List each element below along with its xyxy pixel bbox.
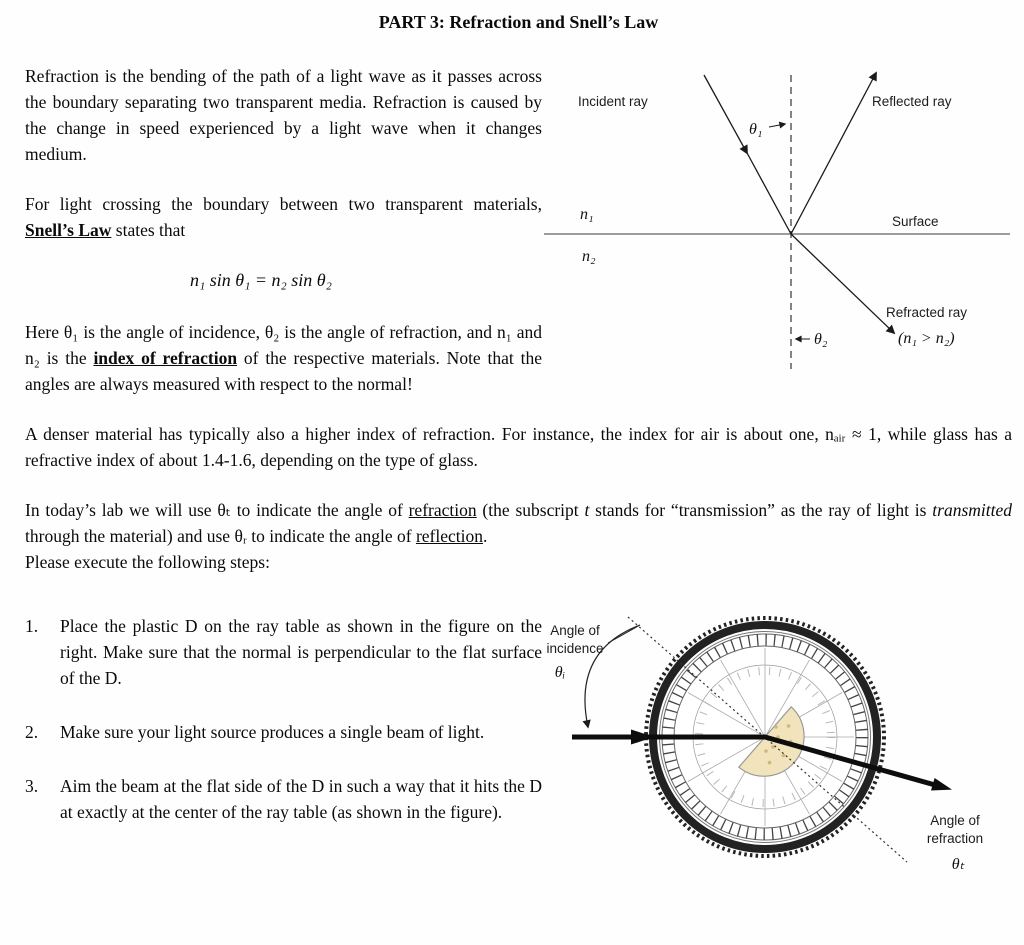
reflected-ray-line: [791, 73, 876, 234]
transmitted-term: transmitted: [932, 500, 1012, 520]
step-text: Aim the beam at the flat side of the D in such a way that it hits the D at exactly at the center of the ray table (as shown in the figure).: [60, 776, 542, 822]
beam-center-point: [763, 735, 768, 740]
step-number: 3.: [25, 776, 39, 796]
refracted-beam-arrowhead: [931, 778, 952, 791]
steps-list: [25, 599, 542, 934]
theta1-label: θ₁: [749, 121, 763, 138]
list-item: [25, 613, 542, 691]
list-item: [25, 719, 542, 745]
ray-table-diagram: [542, 599, 1012, 929]
step-text: Make sure your light source produces a single beam of light.: [60, 722, 485, 742]
text-run: (the subscript: [476, 500, 585, 520]
text-run: of the respective materials. Note that the angles are always measured with respect to the normal!: [25, 348, 542, 394]
theta-t-label: θₜ: [951, 856, 965, 873]
text-run: states that: [111, 220, 186, 240]
intro-section: [25, 63, 1012, 421]
n2-label: n₂: [582, 248, 596, 265]
angle-of-refraction-label-line1: Angle of: [930, 813, 980, 828]
snells-law-term: Snell’s Law: [25, 220, 112, 240]
paragraph-refraction-definition: Refraction is the bending of the path of a light wave as it passes across the boundary separating two transparent media. Refraction is caused by the change in speed experienced by a light wave when it changes medium.: [25, 66, 542, 164]
angle-of-incidence-label-line1: Angle of: [550, 623, 600, 638]
n1-label: n₁: [580, 206, 594, 223]
incident-ray-line-lower: [746, 151, 791, 234]
steps-lead-in: Please execute the following steps:: [25, 552, 270, 572]
refracted-ray-label: Refracted ray: [886, 305, 968, 320]
text-run: Here θ₁ is the angle of incidence, θ₂ is the angle of refraction, and n₁ and n₂ is the: [25, 322, 542, 368]
step-number: 2.: [25, 722, 39, 742]
paragraph-lab-notation: [25, 497, 1012, 575]
subscript-t-term: t: [584, 500, 590, 520]
intro-text-column: [25, 63, 542, 421]
theta2-label: θ₂: [814, 331, 828, 348]
theta-i-label: θᵢ: [554, 664, 566, 681]
text-run: through the material) and use θᵣ to indicate the angle of: [25, 526, 416, 546]
angle-of-incidence-label-line2: incidence: [546, 641, 604, 656]
step-number: 1.: [25, 616, 39, 636]
reflection-term: reflection: [415, 526, 483, 546]
paragraph-snells-law-intro: [25, 191, 542, 243]
paragraph-angle-definitions: [25, 319, 542, 397]
figure-ray-table: [542, 599, 1012, 934]
incident-ray-label: Incident ray: [578, 94, 648, 109]
snells-law-equation: n₁ sin θ₁ = n₂ sin θ₂: [190, 270, 332, 290]
reflected-ray-label: Reflected ray: [872, 94, 952, 109]
snells-law-diagram: [542, 63, 1012, 383]
steps-section: [25, 599, 1012, 934]
theta1-pointer-arrow: [769, 124, 785, 127]
text-run: For light crossing the boundary between two transparent materials,: [25, 194, 542, 214]
text-run: In today’s lab we will use θₜ to indicate the angle of: [25, 500, 409, 520]
text-run: stands for “transmission” as the ray of light is: [589, 500, 933, 520]
refracted-ray-line: [791, 234, 894, 333]
text-run: .: [483, 526, 488, 546]
angle-of-refraction-label-line2: refraction: [926, 831, 984, 846]
index-of-refraction-term: index of refraction: [93, 348, 238, 368]
figure-snells-law: [542, 63, 1012, 421]
list-item: [25, 773, 542, 825]
paragraph-index-values: A denser material has typically also a higher index of refraction. For instance, the index for air is about one, nₐᵢᵣ ≈ 1, while glass has a refractive index of about 1.4-1.6, depending on the type of glass.: [25, 424, 1012, 470]
index-condition-label: (n₁ > n₂): [898, 330, 955, 347]
step-text: Place the plastic D on the ray table as shown in the figure on the right. Make sure that the normal is perpendicular to the flat surface of the D.: [60, 616, 542, 688]
incident-ray-line: [704, 75, 747, 153]
surface-label: Surface: [892, 214, 939, 229]
refraction-term: refraction: [408, 500, 477, 520]
page-title: PART 3: Refraction and Snell’s Law: [378, 12, 659, 32]
